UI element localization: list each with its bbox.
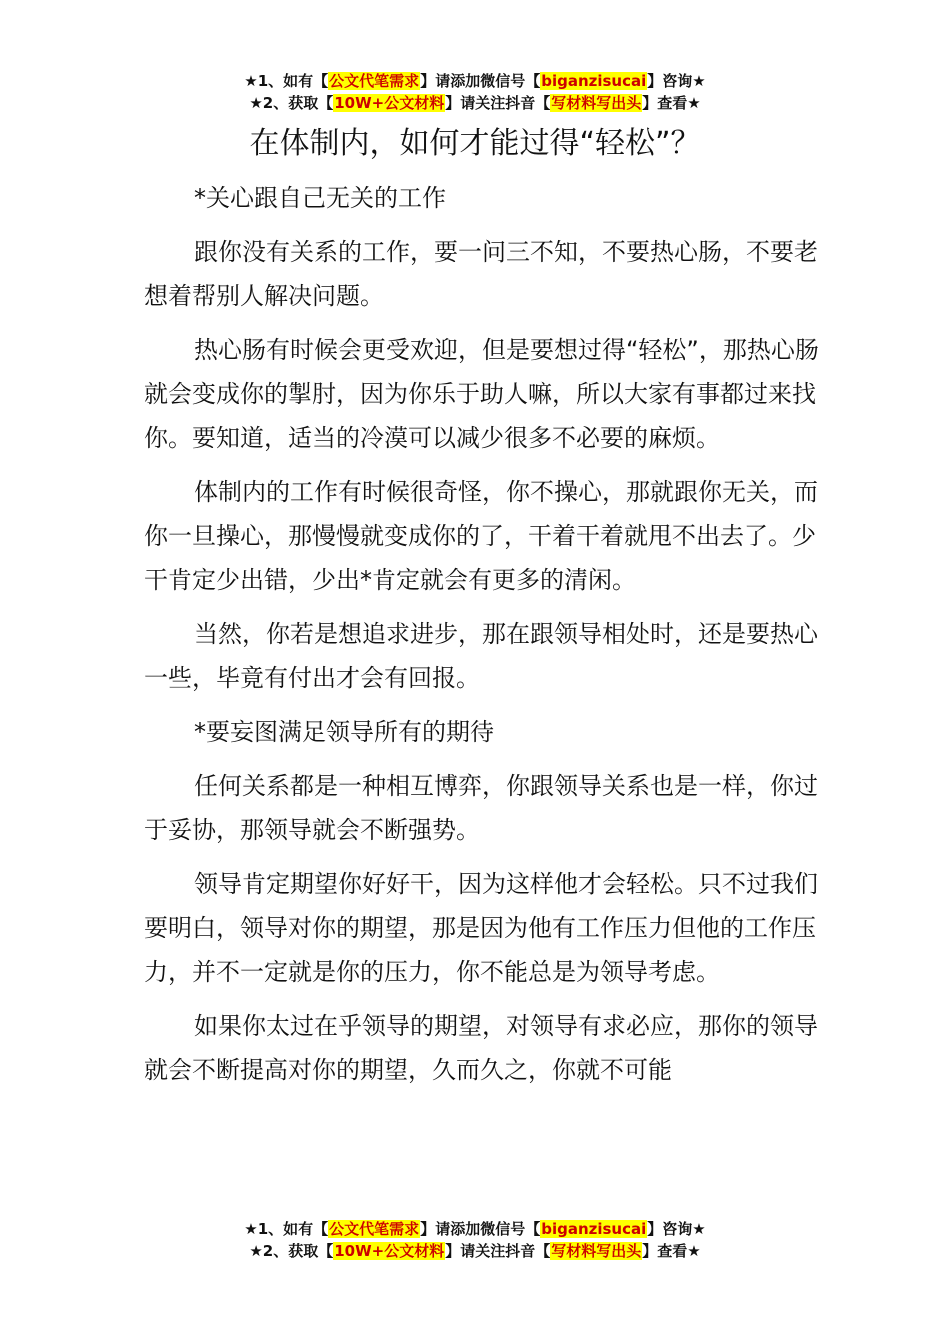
footer-banner	[0, 1218, 950, 1262]
highlight-materials: 10W+公文材料	[334, 1242, 445, 1260]
paragraph: 跟你没有关系的工作，要一问三不知，不要热心肠，不要老想着帮别人解决问题。	[144, 238, 818, 310]
highlight-wechat-id: biganzisucai	[541, 1220, 647, 1238]
banner-text: ★1、如有【	[244, 1220, 329, 1238]
section-heading: *要妄图满足领导所有的期待	[194, 718, 494, 746]
paragraph: 任何关系都是一种相互博弈，你跟领导关系也是一样，你过于妥协，那领导就会不断强势。	[144, 772, 818, 844]
banner-line-1	[0, 70, 950, 92]
paragraph: 当然，你若是想追求进步，那在跟领导相处时，还是要热心一些，毕竟有付出才会有回报。	[144, 620, 818, 692]
paragraph: 体制内的工作有时候很奇怪，你不操心，那就跟你无关，而你一旦操心，那慢慢就变成你的了，干着干着就甩不出去了。少干肯定少出错，少出*肯定就会有更多的清闲。	[144, 478, 818, 594]
banner-text: ★2、获取【	[249, 1242, 334, 1260]
banner-text: 】请添加微信号【	[420, 1220, 541, 1238]
banner-text: 】请关注抖音【	[445, 1242, 551, 1260]
banner-line-2	[0, 92, 950, 114]
highlight-materials: 10W+公文材料	[334, 94, 445, 112]
banner-text: 】查看★	[642, 94, 701, 112]
banner-text: 】咨询★	[647, 1220, 706, 1238]
banner-line-2	[0, 1240, 950, 1262]
banner-text: ★1、如有【	[244, 72, 329, 90]
document-body	[144, 176, 832, 1102]
banner-text: 】咨询★	[647, 72, 706, 90]
document-title: 在体制内，如何才能过得“轻松”？	[249, 126, 701, 161]
banner-line-1	[0, 1218, 950, 1240]
banner-text: 】请关注抖音【	[445, 94, 551, 112]
highlight-service: 公文代笔需求	[329, 1220, 420, 1238]
highlight-wechat-id: biganzisucai	[541, 72, 647, 90]
highlight-douyin: 写材料写出头	[551, 94, 642, 112]
header-banner	[0, 70, 950, 114]
highlight-douyin: 写材料写出头	[551, 1242, 642, 1260]
banner-text: 】请添加微信号【	[420, 72, 541, 90]
banner-text: ★2、获取【	[249, 94, 334, 112]
section-heading: *关心跟自己无关的工作	[194, 184, 446, 212]
paragraph: 热心肠有时候会更受欢迎，但是要想过得“轻松”，那热心肠就会变成你的掣肘，因为你乐于助人嘛，所以大家有事都过来找你。要知道，适当的冷漠可以减少很多不必要的麻烦。	[144, 336, 819, 452]
banner-text: 】查看★	[642, 1242, 701, 1260]
paragraph: 领导肯定期望你好好干，因为这样他才会轻松。只不过我们要明白，领导对你的期望，那是因为他有工作压力但他的工作压力，并不一定就是你的压力，你不能总是为领导考虑。	[144, 870, 818, 986]
highlight-service: 公文代笔需求	[329, 72, 420, 90]
paragraph: 如果你太过在乎领导的期望，对领导有求必应，那你的领导就会不断提高对你的期望，久而久之，你就不可能	[144, 1012, 818, 1084]
